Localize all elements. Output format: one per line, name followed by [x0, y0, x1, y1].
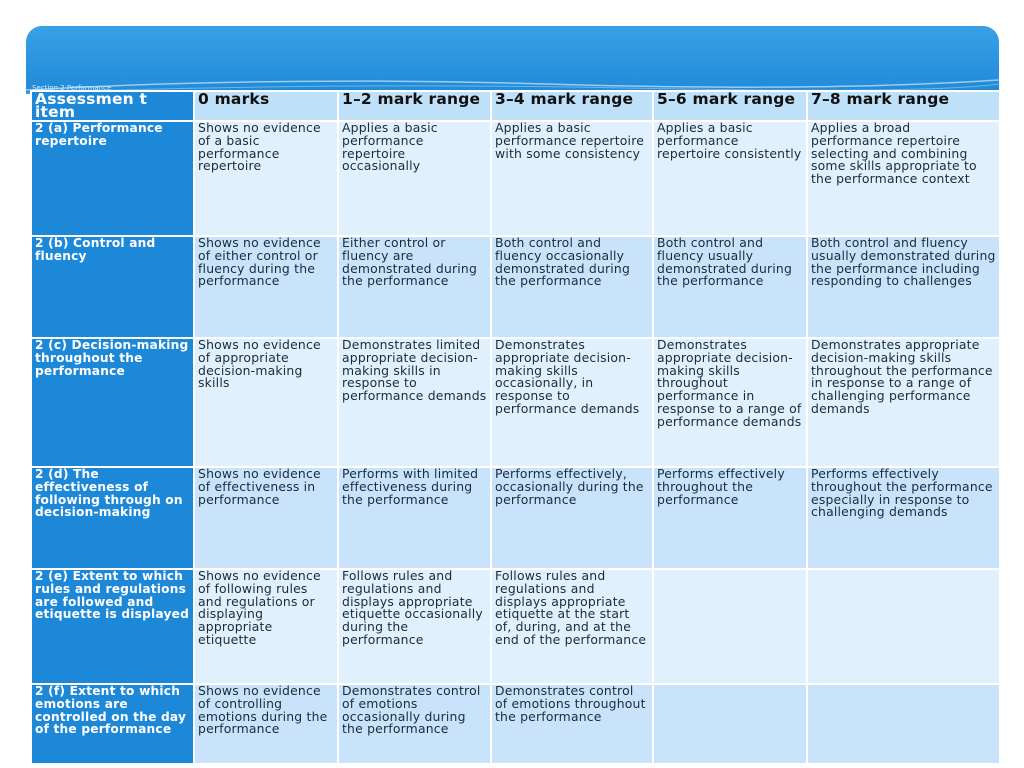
table-cell: Shows no evidence of a basic performance repertoire — [194, 121, 338, 236]
table-cell-empty — [807, 684, 1000, 764]
table-cell: Applies a basic performance repertoire consistently — [653, 121, 807, 236]
header-assessment-item: Assessmen t item — [31, 91, 194, 121]
header-3-4-marks: 3–4 mark range — [491, 91, 653, 121]
table-cell: Demonstrates appropriate decision-making skills occasionally, in response to performance demands — [491, 338, 653, 467]
table-cell: Both control and fluency usually demonstrated during the performance — [653, 236, 807, 338]
table-cell: Follows rules and regulations and displays appropriate etiquette occasionally during the performance — [338, 569, 491, 684]
table-cell: Follows rules and regulations and displays appropriate etiquette at the start of, during, and at the end of the performance — [491, 569, 653, 684]
table-cell-empty — [807, 569, 1000, 684]
row-item-label: 2 (c) Decision-making throughout the performance — [31, 338, 194, 467]
header-0-marks: 0 marks — [194, 91, 338, 121]
title-banner — [26, 26, 999, 94]
table-cell: Either control or fluency are demonstrated during the performance — [338, 236, 491, 338]
table-cell: Applies a basic performance repertoire with some consistency — [491, 121, 653, 236]
table-cell-empty — [653, 684, 807, 764]
table-row — [31, 467, 1000, 569]
table-cell: Demonstrates control of emotions occasionally during the performance — [338, 684, 491, 764]
table-cell: Demonstrates appropriate decision-making skills throughout the performance in response to a range of challenging performance demands — [807, 338, 1000, 467]
table-cell: Both control and fluency usually demonstrated during the performance including responding to challenges — [807, 236, 1000, 338]
table-cell: Shows no evidence of controlling emotions during the performance — [194, 684, 338, 764]
header-7-8-marks: 7–8 mark range — [807, 91, 1000, 121]
table-cell: Shows no evidence of either control or fluency during the performance — [194, 236, 338, 338]
table-cell: Performs effectively, occasionally during the performance — [491, 467, 653, 569]
table-cell: Performs effectively throughout the performance — [653, 467, 807, 569]
table-row — [31, 236, 1000, 338]
table-cell: Performs with limited effectiveness during the performance — [338, 467, 491, 569]
table-row — [31, 121, 1000, 236]
table-cell: Demonstrates limited appropriate decision-making skills in response to performance demands — [338, 338, 491, 467]
table-row — [31, 684, 1000, 764]
row-item-label: 2 (e) Extent to which rules and regulations are followed and etiquette is displayed — [31, 569, 194, 684]
table-cell: Demonstrates control of emotions throughout the performance — [491, 684, 653, 764]
header-row — [31, 91, 1000, 121]
table-cell: Both control and fluency occasionally demonstrated during the performance — [491, 236, 653, 338]
table-cell: Shows no evidence of following rules and regulations or displaying appropriate etiquette — [194, 569, 338, 684]
section-label: Section 2 Performance — [32, 84, 112, 92]
table-cell: Demonstrates appropriate decision-making skills throughout performance in response to a range of performance demands — [653, 338, 807, 467]
table-cell: Applies a basic performance repertoire occasionally — [338, 121, 491, 236]
row-item-label: 2 (d) The effectiveness of following through on decision-making — [31, 467, 194, 569]
table-cell: Shows no evidence of appropriate decision-making skills — [194, 338, 338, 467]
row-item-label: 2 (f) Extent to which emotions are controlled on the day of the performance — [31, 684, 194, 764]
table-cell: Applies a broad performance repertoire selecting and combining some skills appropriate to the performance context — [807, 121, 1000, 236]
header-5-6-marks: 5–6 mark range — [653, 91, 807, 121]
table-cell: Shows no evidence of effectiveness in performance — [194, 467, 338, 569]
table-cell: Performs effectively throughout the performance especially in response to challenging demands — [807, 467, 1000, 569]
table-cell-empty — [653, 569, 807, 684]
header-1-2-marks: 1–2 mark range — [338, 91, 491, 121]
row-item-label: 2 (b) Control and fluency — [31, 236, 194, 338]
table-row — [31, 569, 1000, 684]
marking-rubric-table — [30, 90, 1001, 765]
row-item-label: 2 (a) Performance repertoire — [31, 121, 194, 236]
table-row — [31, 338, 1000, 467]
